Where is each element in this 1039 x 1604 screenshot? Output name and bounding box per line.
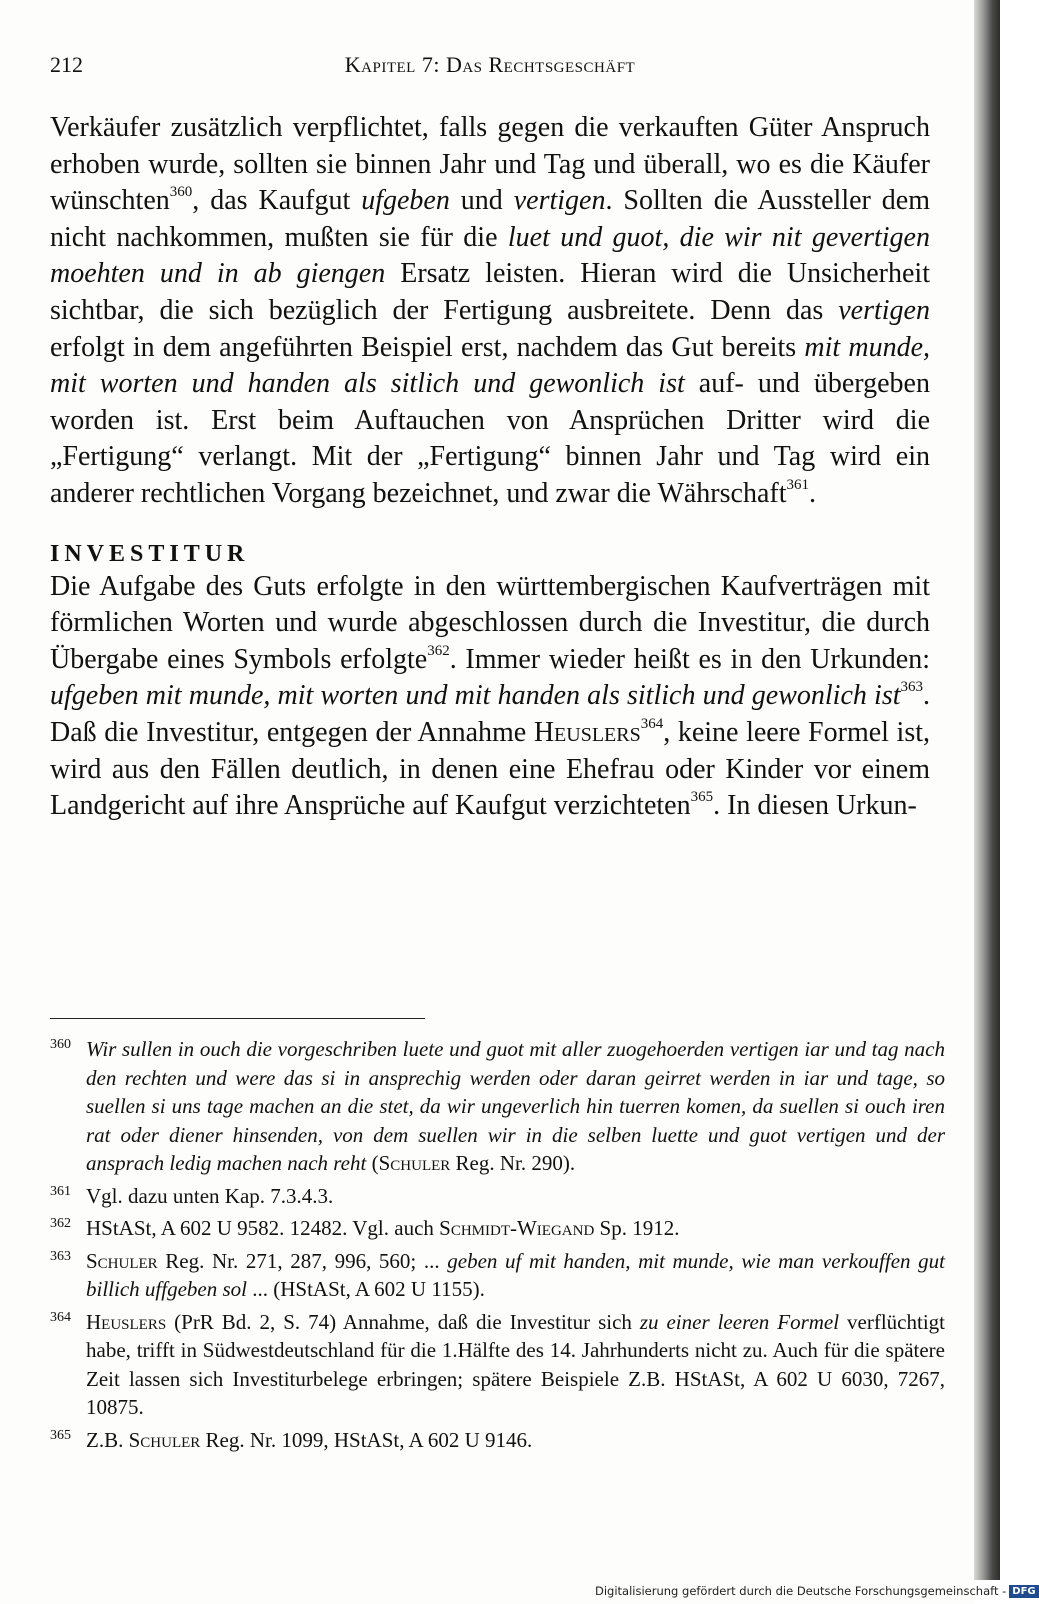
author-name: Heuslers	[533, 716, 641, 748]
text-run: verflüchtigt habe, trifft in Südwestdeutschland für die 1.Hälfte des 14. Jahrhunderts nicht zu. Auch für die spätere Zeit lassen sich Investiturbelege erbringen; spätere Beispiele Z.B. HStASt, A 602 U 6030, 7267, 10875.	[86, 1309, 946, 1419]
text-run: Die Aufgabe des Guts erfolgte in den württembergischen Kaufverträgen mit förmlichen Worten und wurde abgeschlossen durch die Investitur, die durch Übergabe eines Symbols erfolgte	[50, 570, 930, 675]
text-run: Reg. Nr. 1099, HStASt, A 602 U 9146.	[200, 1427, 533, 1452]
author-name: Schuler	[128, 1427, 201, 1452]
italic-run: zu einer leeren Formel	[639, 1309, 840, 1334]
italic-run: Wir sullen in ouch die vorgeschriben luete und guot mit aller zuogehoerden vertigen iar und tag nach den rechten und were das si in ansprechig werden oder daran geirret werden in iar und tage, so suellen si uns tage machen an die stet, da wir ungeverlich hin tuerren komen, da suellen si ouch iren rat oder diener hinsenden, von dem suellen wir in die selben luette und guot vertigen und der ansprach ledig machen nach reht	[86, 1037, 945, 1175]
footnote-365	[50, 1426, 945, 1455]
digitization-credit	[595, 1584, 1039, 1598]
page-edge-shadow	[974, 0, 1000, 1580]
italic-run: vertigen	[838, 294, 930, 326]
paragraph-1	[50, 110, 930, 513]
text-run: HStASt, A 602 U 9582. 12482. Vgl. auch	[86, 1216, 440, 1240]
heading-text: INVESTITUR	[50, 540, 250, 567]
text-run: und	[449, 185, 514, 217]
footnote-ref-362: 362	[427, 642, 450, 659]
text-run: Verkäufer zusätzlich verpflichtet, falls gegen die verkauften Güter Anspruch erhoben wurde, sollten sie binnen Jahr und Tag und überall, wo es die Käufer wünschten	[50, 112, 930, 217]
footnote-ref-364: 364	[640, 715, 664, 732]
footnote-mark: 363	[50, 1248, 71, 1264]
footnote-ref-365: 365	[690, 789, 714, 806]
text-run: Sp. 1912.	[594, 1216, 680, 1240]
footnote-364	[50, 1308, 945, 1422]
footnote-mark: 361	[50, 1183, 71, 1199]
text-run: (PrR Bd. 2, S. 74) Annahme, daß die Investitur sich	[166, 1309, 640, 1334]
footnote-mark: 364	[50, 1309, 71, 1325]
footnote-ref-360: 360	[169, 184, 193, 201]
footnote-360	[50, 1035, 945, 1178]
italic-run: vertigen	[513, 185, 606, 217]
text-run: . Immer wieder heißt es in den Urkunden:	[449, 643, 930, 675]
text-run: (	[366, 1151, 379, 1175]
footnote-ref-361: 361	[786, 476, 809, 493]
italic-run: ufgeben mit munde, mit worten und mit handen als sitlich und gewonlich ist	[50, 680, 901, 712]
text-run: . Daß die Investitur, entgegen der Annahme	[50, 680, 930, 748]
paragraph-2	[50, 569, 930, 825]
text-run: ... (HStASt, A 602 U 1155).	[246, 1277, 485, 1301]
text-run: , das Kaufgut	[192, 185, 362, 217]
text-run: .	[809, 477, 816, 509]
author-name: Heuslers	[86, 1309, 167, 1334]
page-number: 212	[50, 52, 83, 77]
footnote-mark: 360	[50, 1037, 71, 1052]
footnote-mark: 365	[50, 1427, 71, 1443]
footnote-ref-363: 363	[900, 679, 923, 696]
footnote-361	[50, 1182, 945, 1211]
dfg-logo: DFG	[1009, 1585, 1038, 1598]
text-run: Reg. Nr. 290).	[450, 1151, 576, 1175]
italic-run: luet und guot, die wir nit gevertigen moehten und in ab giengen	[50, 221, 930, 290]
text-run: auf- und übergeben worden ist. Erst beim Auftauchen von Ansprüchen Dritter wird die „Fertigung“ verlangt. Mit der „Fertigung“ binnen Jahr und Tag wird ein anderer rechtlichen Vorgang bezeichnet, und zwar die Währschaft	[50, 368, 930, 509]
author-name: Schmidt-Wiegand	[439, 1216, 595, 1240]
italic-run: ufgeben	[361, 185, 450, 217]
text-run: erfolgt in dem angeführten Beispiel erst, nachdem das Gut bereits	[50, 331, 805, 363]
footnote-separator	[50, 1018, 425, 1019]
text-run: Z.B.	[86, 1427, 129, 1452]
running-head	[50, 52, 930, 82]
footnote-mark: 362	[50, 1216, 71, 1231]
author-name: Schuler	[378, 1151, 451, 1175]
text-run: Vgl. dazu unten Kap. 7.3.4.3.	[86, 1183, 334, 1208]
text-run: . Sollten die Aussteller dem nicht nachkommen, mußten sie für die	[50, 185, 931, 253]
footnote-363	[50, 1247, 945, 1304]
text-run: Reg. Nr. 271, 287, 996, 560; ...	[157, 1248, 448, 1273]
text-run: , keine leere Formel ist, wird aus den Fällen deutlich, in denen eine Ehefrau oder Kinder vor einem Landgericht auf ihre Ansprüche auf Kaufgut verzichteten	[50, 716, 931, 822]
body-text	[50, 110, 930, 825]
italic-run: mit munde, mit worten und handen als sitlich und gewonlich ist	[50, 331, 931, 400]
chapter-title: Kapitel 7: Das Rechtsgeschäft	[344, 52, 636, 77]
author-name: Schuler	[86, 1248, 158, 1273]
footnotes	[50, 1035, 945, 1458]
credit-text: Digitalisierung gefördert durch die Deutsche Forschungsgemeinschaft -	[595, 1584, 1007, 1598]
footnote-362	[50, 1214, 945, 1243]
section-heading	[50, 539, 930, 569]
text-run: . In diesen Urkun-	[713, 790, 917, 822]
italic-run: geben uf mit handen, mit munde, wie man verkouffen gut billich uffgeben sol	[86, 1248, 945, 1301]
text-run: Ersatz leisten. Hieran wird die Unsicherheit sichtbar, die sich bezüglich der Fertigung ausbreitete. Denn das	[50, 258, 930, 326]
